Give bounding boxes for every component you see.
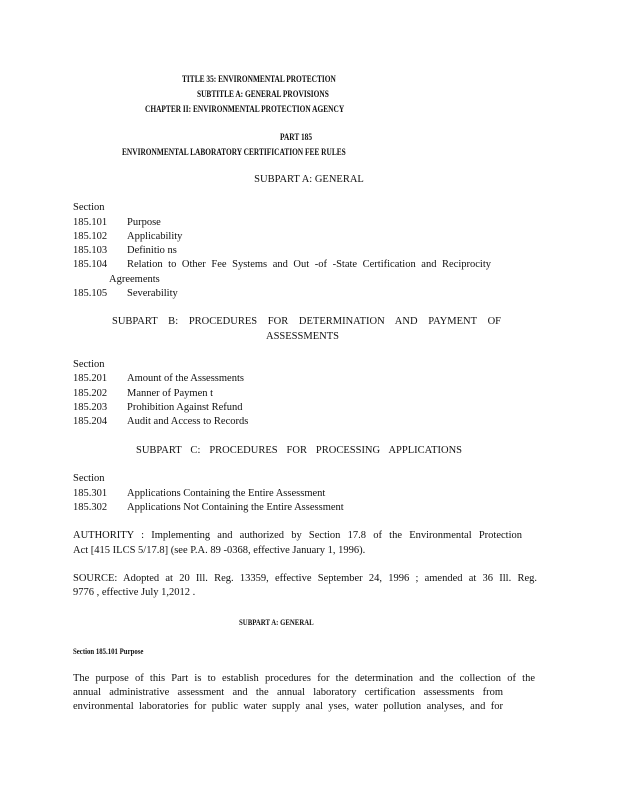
purpose-paragraph-line: environmental laboratories for public water supply anal yses, water pollution analyses, and for: [73, 701, 503, 712]
purpose-paragraph-line: annual administrative assessment and the annual laboratory certification assessments from: [73, 687, 503, 698]
toc-entry-num: 185.103: [73, 245, 108, 256]
title-line: TITLE 35: ENVIRONMENTAL PROTECTION: [182, 74, 336, 84]
toc-subpart-b-heading-line2: ASSESSMENTS: [266, 331, 339, 342]
toc-entry-title: Applications Containing the Entire Assessment: [127, 488, 326, 499]
toc-entry-title-continuation: Agreements: [109, 274, 160, 285]
part-title: ENVIRONMENTAL LABORATORY CERTIFICATION FEE RULES: [122, 147, 346, 157]
source-note-line2: 9776 , effective July 1,2012 .: [73, 587, 196, 598]
section-label: Section: [73, 202, 105, 213]
toc-subpart-b-heading: SUBPART B: PROCEDURES FOR DETERMINATION AND PAYMENT OF: [112, 316, 501, 327]
body-section-heading: Section 185.101 Purpose: [73, 646, 144, 656]
toc-entry-title: Amount of the Assessments: [127, 373, 244, 384]
section-label: Section: [73, 359, 105, 370]
toc-entry-num: 185.104: [73, 259, 108, 270]
toc-entry-title: Prohibition Against Refund: [127, 402, 243, 413]
body-subpart-heading: SUBPART A: GENERAL: [239, 617, 314, 627]
toc-entry-num: 185.302: [73, 502, 108, 513]
toc-entry-num: 185.202: [73, 388, 108, 399]
source-note: SOURCE: Adopted at 20 Ill. Reg. 13359, effective September 24, 1996 ; amended at 36 Ill. Reg.: [73, 573, 537, 584]
toc-entry-title: Purpose: [127, 217, 161, 228]
toc-entry-num: 185.105: [73, 288, 108, 299]
toc-entry-title: Manner of Paymen t: [127, 388, 214, 399]
toc-entry-num: 185.101: [73, 217, 108, 228]
toc-entry-title: Applications Not Containing the Entire Assessment: [127, 502, 344, 513]
subtitle-line: SUBTITLE A: GENERAL PROVISIONS: [197, 89, 329, 99]
toc-entry-title: Applicability: [127, 231, 183, 242]
toc-entry-num: 185.203: [73, 402, 108, 413]
authority-note: AUTHORITY : Implementing and authorized by Section 17.8 of the Environmental Protection: [73, 530, 522, 541]
toc-entry-title: Definitio ns: [127, 245, 177, 256]
toc-entry-num: 185.201: [73, 373, 108, 384]
purpose-paragraph-line: The purpose of this Part is to establish procedures for the determination and the collection of the: [73, 673, 535, 684]
toc-subpart-a-heading: SUBPART A: GENERAL: [254, 174, 364, 185]
section-label: Section: [73, 473, 105, 484]
part-number: PART 185: [280, 132, 313, 142]
authority-note-line2: Act [415 ILCS 5/17.8] (see P.A. 89 -0368, effective January 1, 1996).: [73, 545, 366, 556]
toc-subpart-c-heading: SUBPART C: PROCEDURES FOR PROCESSING APPLICATIONS: [136, 445, 462, 456]
toc-entry-num: 185.204: [73, 416, 108, 427]
toc-entry-num: 185.102: [73, 231, 108, 242]
toc-entry-title: Relation to Other Fee Systems and Out -of -State Certification and Reciprocity: [127, 259, 491, 270]
toc-entry-num: 185.301: [73, 488, 108, 499]
toc-entry-title: Audit and Access to Records: [127, 416, 249, 427]
toc-entry-title: Severability: [127, 288, 178, 299]
chapter-line: CHAPTER II: ENVIRONMENTAL PROTECTION AGENCY: [145, 104, 345, 114]
